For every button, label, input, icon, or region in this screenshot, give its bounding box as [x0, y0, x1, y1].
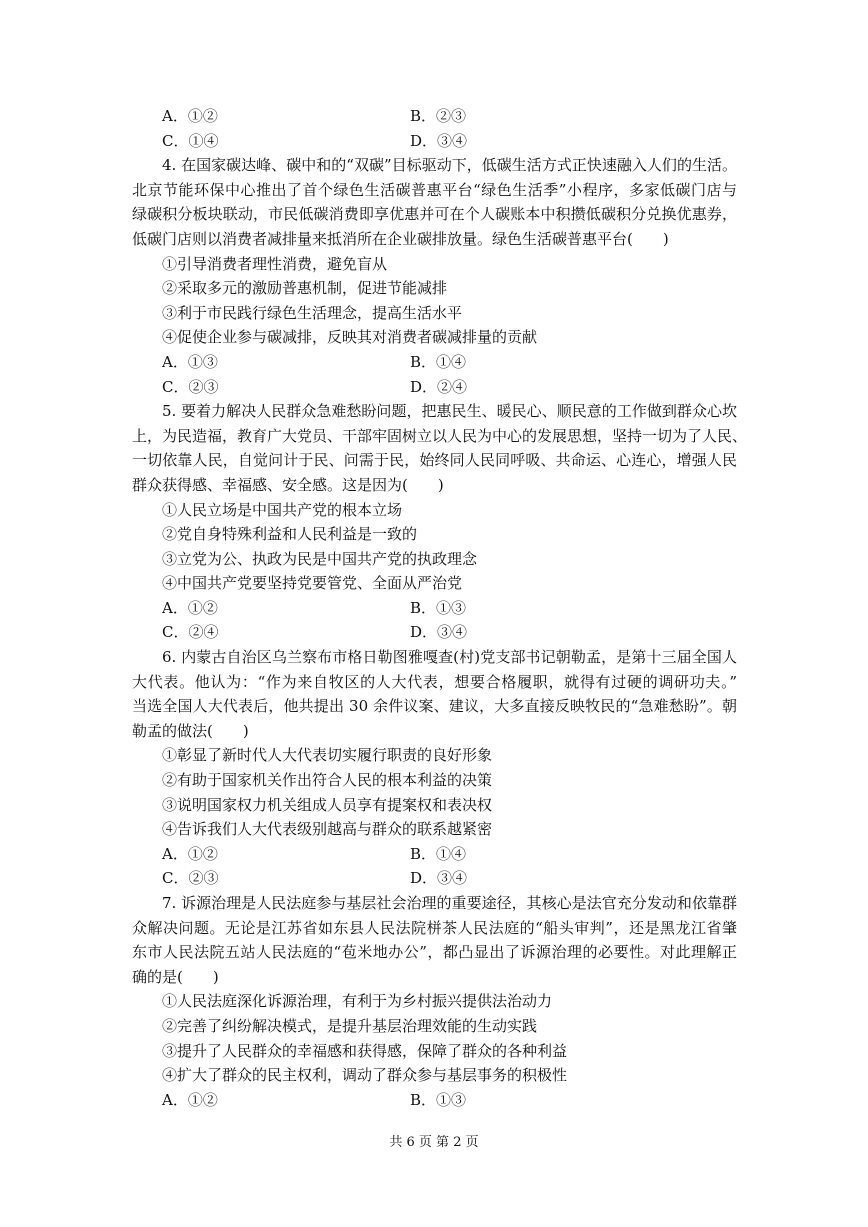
question-stem-line: 6. 内蒙古自治区乌兰察布市格日勒图雅嘎查(村)党支部书记朝勒孟，是第十三届全国人: [162, 648, 737, 667]
choice-item: ②完善了纠纷解决模式，是提升基层治理效能的生动实践: [162, 1016, 538, 1035]
options-row: [132, 375, 737, 400]
option-d: D．③④: [410, 623, 468, 642]
choice-item: ③提升了人民群众的幸福感和获得感，保障了群众的各种利益: [162, 1041, 568, 1060]
option-c: C．②③: [162, 377, 219, 396]
choice-item: ④扩大了群众的民主权利，调动了群众参与基层事务的积极性: [162, 1066, 568, 1085]
question-6: [132, 645, 737, 891]
options-row: [132, 1088, 737, 1113]
question-stem-line: 4. 在国家碳达峰、碳中和的“双碳”目标驱动下，低碳生活方式正快速融入人们的生活。: [162, 156, 737, 175]
choice-item: ①人民立场是中国共产党的根本立场: [162, 500, 403, 519]
option-b: B．①③: [410, 598, 467, 617]
question-5: [132, 399, 748, 645]
question-stem-line: 大代表。他认为：“作为来自牧区的人大代表，想要合格履职，就得有过硬的调研功夫。”: [132, 672, 737, 691]
question-4: [132, 153, 737, 399]
question-stem-line: 勒孟的做法( ): [132, 721, 249, 740]
option-b: B．②③: [410, 107, 467, 125]
option-a: A．①②: [162, 844, 218, 863]
question-stem-line: 5. 要着力解决人民群众急难愁盼问题，把惠民生、暖民心、顺民意的工作做到群众心坎: [162, 402, 737, 421]
question-stem-line: 低碳门店则以消费者减排量来抵消所在企业碳排放量。绿色生活碳普惠平台( ): [132, 229, 669, 248]
options-row: [132, 104, 737, 129]
choice-item: ③说明国家权力机关组成人员享有提案权和表决权: [162, 795, 493, 814]
choice-item: ④告诉我们人大代表级别越高与群众的联系越紧密: [162, 820, 493, 839]
option-c: C．①④: [162, 131, 219, 150]
option-c: C．②③: [162, 869, 219, 888]
question-stem-line: 北京节能环保中心推出了首个绿色生活碳普惠平台“绿色生活季”小程序，多家低碳门店与: [132, 180, 737, 199]
choice-item: ④中国共产党要坚持党要管党、全面从严治党: [162, 574, 463, 593]
options-row: [132, 596, 737, 621]
options-row: [132, 350, 737, 375]
options-row: [132, 620, 737, 645]
option-a: A．①②: [162, 598, 218, 617]
option-b: B．①③: [410, 1090, 467, 1109]
question-stem-line: 众解决问题。无论是江苏省如东县人民法院栟茶人民法庭的“船头审判”，还是黑龙江省肇: [132, 918, 737, 937]
option-a: A．①②: [162, 107, 218, 125]
option-d: D．②④: [410, 377, 468, 396]
question-stem-line: 上，为民造福，教育广大党员、干部牢固树立以人民为中心的发展思想，坚持一切为了人民、: [132, 426, 748, 445]
choice-item: ③立党为公、执政为民是中国共产党的执政理念: [162, 549, 478, 568]
question-stem-line: 绿碳积分板块联动，市民低碳消费即享优惠并可在个人碳账本中积攒低碳积分兑换优惠券，: [132, 205, 737, 224]
option-a: A．①②: [162, 1090, 218, 1109]
choice-item: ②采取多元的激励普惠机制，促进节能减排: [162, 279, 448, 298]
question-stem-line: 群众获得感、幸福感、安全感。这是因为( ): [132, 475, 444, 494]
option-a: A．①③: [162, 352, 218, 371]
question-7: [132, 891, 737, 1112]
option-c: C．②④: [162, 623, 219, 642]
choice-item: ④促使企业参与碳减排，反映其对消费者碳减排量的贡献: [162, 328, 538, 347]
choice-item: ②有助于国家机关作出符合人民的根本利益的决策: [162, 771, 493, 790]
options-row: [132, 842, 737, 867]
question-stem-line: 当选全国人大代表后，他共提出 30 余件议案、建议，大多直接反映牧民的“急难愁盼”。朝: [132, 697, 737, 716]
question-stem-line: 东市人民法院五站人民法庭的“苞米地办公”，都凸显出了诉源治理的必要性。对此理解正: [132, 943, 737, 962]
option-d: D．③④: [410, 131, 468, 150]
question-stem-line: 确的是( ): [132, 967, 219, 986]
choice-item: ①彰显了新时代人大代表切实履行职责的良好形象: [162, 746, 493, 765]
choice-item: ①人民法庭深化诉源治理，有利于为乡村振兴提供法治动力: [162, 992, 553, 1011]
choice-item: ②党自身特殊利益和人民利益是一致的: [162, 525, 418, 544]
question-stem-line: 7. 诉源治理是人民法庭参与基层社会治理的重要途径，其核心是法官充分发动和依靠群: [162, 894, 737, 912]
options-row: [132, 129, 737, 154]
option-b: B．①④: [410, 352, 467, 371]
choice-item: ③利于市民践行绿色生活理念，提高生活水平: [162, 303, 463, 322]
choice-item: ①引导消费者理性消费，避免盲从: [162, 254, 388, 273]
page-footer: 共 6 页 第 2 页: [389, 1135, 479, 1150]
question-stem-line: 一切依靠人民，自觉问计于民、问需于民，始终同人民同呼吸、共命运、心连心，增强人民: [132, 451, 737, 470]
options-row: [132, 866, 737, 891]
option-b: B．①④: [410, 844, 467, 863]
page-content: [132, 104, 748, 1112]
option-d: D．③④: [410, 869, 468, 888]
